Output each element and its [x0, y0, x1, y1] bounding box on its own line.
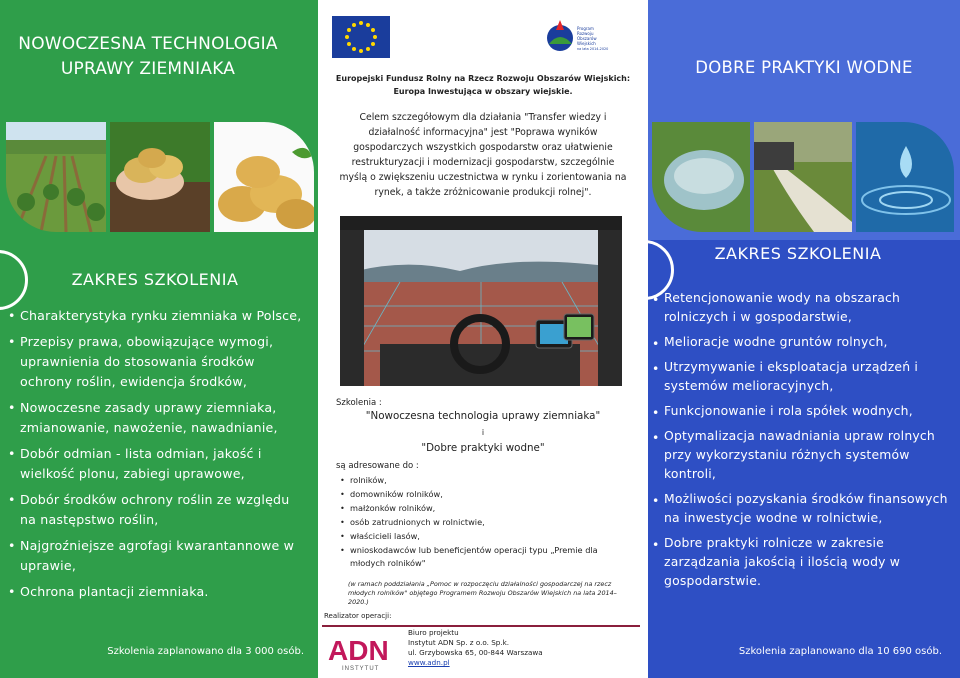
- svg-text:Program: Program: [577, 26, 594, 31]
- adn-logo-subtext: INSTYTUT: [342, 666, 380, 672]
- svg-text:Wiejskich: Wiejskich: [577, 41, 596, 46]
- water-participants-note: Szkolenia zaplanowano dla 10 690 osób.: [738, 646, 942, 657]
- tractor-cabin-photo: [340, 216, 622, 386]
- training-title-potato: "Nowoczesna technologia uprawy ziemniaka": [365, 410, 601, 422]
- adn-logo-text: ADN: [328, 635, 389, 666]
- eu-flag-logo: [332, 16, 390, 58]
- training-title-water: "Dobre praktyki wodne": [421, 442, 545, 454]
- list-item: • Dobór środków ochrony roślin ze względu na następstwo roślin,: [8, 490, 308, 530]
- svg-text:na lata 2014-2020: na lata 2014-2020: [577, 47, 609, 51]
- water-title: DOBRE PRAKTYKI WODNE: [695, 58, 913, 77]
- office-address: ul. Grzybowska 65, 00-844 Warszawa: [408, 648, 543, 657]
- operator-label: Realizator operacji:: [324, 612, 392, 620]
- list-item: • Retencjonowanie wody na obszarach rolniczych i w gospodarstwie,: [652, 288, 956, 326]
- list-item: • małżonków rolników,: [340, 502, 630, 516]
- list-item: • Dobre praktyki rolnicze w zakresie zarządzania jakością i ilością wody w gospodarstwie.: [652, 533, 956, 590]
- potato-participants-note: Szkolenia zaplanowano dla 3 000 osób.: [107, 646, 304, 657]
- potatoes-photo: [214, 122, 314, 232]
- list-item: • Najgroźniejsze agrofagi kwarantannowe w uprawie,: [8, 536, 308, 576]
- list-item: • Przepisy prawa, obowiązujące wymogi, uprawnienia do stosowania środków ochrony roślin, ewidencja środków,: [8, 332, 308, 392]
- list-item: • wnioskodawców lub beneficjentów operacji typu „Premie dla młodych rolników": [340, 544, 630, 572]
- office-title: Biuro projektu: [408, 628, 459, 637]
- pond-photo: [652, 122, 750, 232]
- list-item: • domowników rolników,: [340, 488, 630, 502]
- training-conjunction: i: [481, 428, 485, 437]
- potato-title-line2: UPRAWY ZIEMNIAKA: [60, 59, 236, 79]
- potato-title: [0, 32, 296, 82]
- potato-field-photo: [6, 122, 106, 232]
- svg-text:Obszarów: Obszarów: [577, 36, 597, 41]
- list-item: • Charakterystyka rynku ziemniaka w Polsce,: [8, 306, 308, 326]
- list-item: • Optymalizacja nawadniania upraw rolnych przy wykorzystaniu różnych systemów kontroli,: [652, 426, 956, 483]
- potato-photos: [6, 122, 314, 232]
- office-website-link[interactable]: www.adn.pl: [408, 658, 450, 667]
- list-item: • rolników,: [340, 474, 630, 488]
- subprogram-note: (w ramach poddziałania „Pomoc w rozpoczęciu działalności gospodarczej na rzecz młodych rolników" objętego Programem Rozwoju Obszarów Wiejskich na lata 2014–2020.): [348, 580, 617, 606]
- water-scope-list: [652, 288, 956, 596]
- potato-scope-list: [8, 306, 308, 608]
- info-panel: [318, 0, 648, 678]
- divider: [322, 625, 640, 627]
- water-panel: [648, 0, 960, 678]
- list-item: • osób zatrudnionych w rolnictwie,: [340, 516, 630, 530]
- trainings-label: Szkolenia :: [336, 398, 382, 408]
- potatoes-in-hands-photo: [110, 122, 210, 232]
- potato-title-line1: NOWOCZESNA TECHNOLOGIA: [18, 34, 278, 54]
- list-item: • Funkcjonowanie i rola spółek wodnych,: [652, 401, 956, 420]
- list-item: • Utrzymywanie i eksploatacja urządzeń i systemów melioracyjnych,: [652, 357, 956, 395]
- potato-scope-title: ZAKRES SZKOLENIA: [71, 270, 239, 289]
- water-photos: [652, 122, 954, 232]
- list-item: • Nowoczesne zasady uprawy ziemniaka, zmianowanie, nawożenie, nawadnianie,: [8, 398, 308, 438]
- list-item: • Melioracje wodne gruntów rolnych,: [652, 332, 956, 351]
- office-name: Instytut ADN Sp. z o.o. Sp.k.: [408, 638, 510, 647]
- water-drop-photo: [856, 122, 954, 232]
- audience-list: [340, 474, 630, 571]
- fertilizer-spreader-photo: [754, 122, 852, 232]
- list-item: • Ochrona plantacji ziemniaka.: [8, 582, 308, 602]
- list-item: • Możliwości pozyskania środków finansowych na inwestycje wodne w rolnictwie,: [652, 489, 956, 527]
- goal-paragraph: Celem szczegółowym dla działania "Transfer wiedzy i działalność informacyjna" jest "Poprawa wyników gospodarczych wszystkich gospodarstw oraz ułatwienie restrukturyzacji i modernizacji gospodarstw, szczególnie myślą o zwiększeniu uczestnictwa w rynku i zorientowania na rynek, a także zróżnicowanie produkcji rolnej".: [339, 112, 627, 198]
- svg-text:Rozwoju: Rozwoju: [577, 31, 594, 36]
- water-scope-title: ZAKRES SZKOLENIA: [714, 244, 882, 263]
- potato-panel: [0, 0, 318, 678]
- prow-logo: [546, 16, 616, 58]
- adn-logo: [326, 634, 402, 672]
- fund-statement: [318, 72, 648, 98]
- fund-line1: Europejski Fundusz Rolny na Rzecz Rozwoju Obszarów Wiejskich:: [335, 74, 631, 83]
- fund-line2: Europa Inwestująca w obszary wiejskie.: [393, 87, 573, 96]
- list-item: • właścicieli lasów,: [340, 530, 630, 544]
- list-item: • Dobór odmian - lista odmian, jakość i wielkość plonu, zabiegi uprawowe,: [8, 444, 308, 484]
- project-office: [408, 628, 543, 668]
- audience-label: są adresowane do :: [336, 461, 419, 471]
